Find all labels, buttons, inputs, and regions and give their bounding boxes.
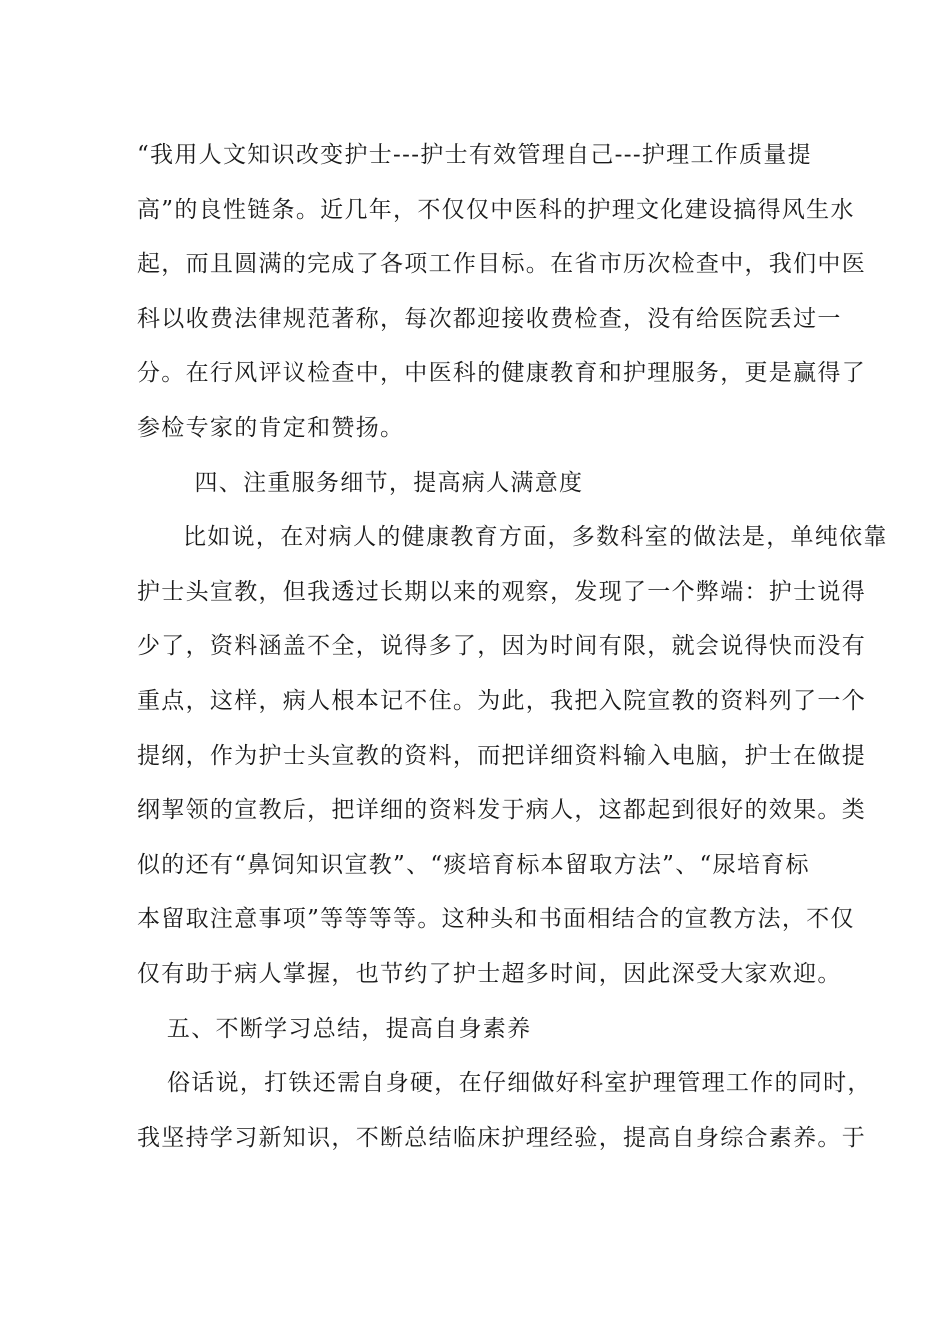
heading-text: 五、不断学习总结，提高自身素养 [166, 1015, 532, 1042]
text-line: 仅有助于病人掌握，也节约了护士超多时间，因此深受大家欢迎。 [137, 960, 842, 987]
text-line: 科以收费法律规范著称，每次都迎接收费检查，没有给医院丢过一 [137, 305, 842, 332]
paragraph-health-education [137, 510, 888, 1001]
section-heading-4 [137, 456, 827, 511]
text-line: “我用人文知识改变护士---护士有效管理自己---护理工作质量提 [137, 142, 812, 168]
text-line: 比如说，在对病人的健康教育方面，多数科室的做法是，单纯依靠 [183, 524, 888, 551]
text-line: 似的还有“鼻饲知识宣教”、“痰培育标本留取方法”、“尿培育标 [137, 851, 810, 878]
text-line: 高”的良性链条。近几年，不仅仅中医科的护理文化建设搞得风生水 [137, 196, 855, 223]
text-line: 参检专家的肯定和赞扬。 [137, 414, 405, 441]
paragraph-achievements [137, 128, 866, 456]
text-line: 分。在行风评议检查中，中医科的健康教育和护理服务，更是赢得了 [137, 360, 866, 387]
paragraph-self-improvement [137, 1056, 872, 1165]
text-line: 护士头宣教，但我透过长期以来的观察，发现了一个弊端：护士说得 [137, 578, 866, 605]
text-line: 起，而且圆满的完成了各项工作目标。在省市历次检查中，我们中医 [137, 251, 866, 278]
text-line: 我坚持学习新知识，不断总结临床护理经验，提高自身综合素养。于 [137, 1124, 866, 1151]
text-line: 本留取注意事项”等等等等。这种头和书面相结合的宣教方法，不仅 [137, 906, 855, 933]
heading-text: 四、注重服务细节，提高病人满意度 [194, 469, 584, 496]
document-body [137, 128, 888, 1165]
text-line: 纲挈领的宣教后，把详细的资料发于病人，这都起到很好的效果。类 [137, 797, 866, 824]
text-line: 少了，资料涵盖不全，说得多了，因为时间有限，就会说得快而没有 [137, 633, 866, 660]
text-line: 俗话说，打铁还需自身硬，在仔细做好科室护理管理工作的同时， [167, 1070, 872, 1097]
section-heading-5 [137, 1002, 827, 1057]
text-line: 提纲，作为护士头宣教的资料，而把详细资料输入电脑，护士在做提 [137, 742, 866, 769]
text-line: 重点，这样，病人根本记不住。为此，我把入院宣教的资料列了一个 [137, 687, 866, 714]
